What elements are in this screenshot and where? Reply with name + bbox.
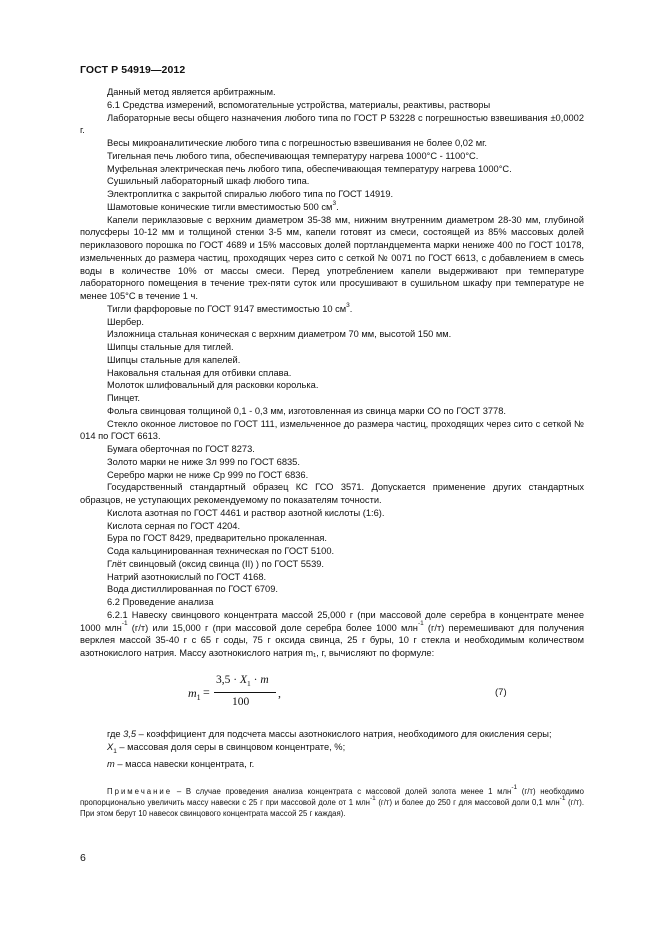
paragraph: Сода кальцинированная техническая по ГОСТ 5100.: [107, 546, 335, 556]
text: где: [107, 728, 124, 739]
formula-comma: ,: [278, 685, 281, 700]
text: (г/т) и более до 250 г для массовой доли 0,1 млн: [375, 797, 560, 807]
paragraph: Серебро марки не ниже Ср 999 по ГОСТ 6836.: [107, 469, 309, 480]
paragraph: Шербер.: [107, 316, 145, 327]
paragraph: Натрий азотнокислый по ГОСТ 4168.: [107, 571, 267, 582]
paragraph: Шипцы стальные для тиглей.: [107, 342, 234, 352]
text: .: [349, 303, 353, 314]
fraction-bar: [214, 692, 276, 693]
note: [80, 786, 584, 819]
subscript: 1: [113, 747, 117, 755]
paragraph: Вода дистиллированная по ГОСТ 6709.: [107, 584, 278, 595]
text: 3,5: [123, 728, 137, 739]
superscript: -1: [121, 620, 128, 628]
where-line: [80, 758, 584, 771]
formula-var: X: [107, 741, 114, 752]
text: – В случае проведения анализа концентрата с массовой долей золота менее 1 млн: [172, 786, 512, 796]
paragraph: Молоток шлифовальный для расковки королька.: [107, 380, 319, 391]
formula-var: X: [239, 673, 247, 686]
text: Шамотовые конические тигли вместимостью 500 см: [107, 201, 333, 212]
text: – коэффициент для подсчета массы азотнокислого натрия, необходимого для окисления серы;: [136, 728, 552, 739]
paragraph: Изложница стальная коническая с верхним диаметром 70 мм, высотой 150 мм.: [107, 329, 452, 340]
paragraph: Кислота азотная по ГОСТ 4461 и раствор азотной кислоты (1:6).: [107, 507, 385, 518]
paragraph: Шипцы стальные для капелей.: [107, 354, 241, 365]
formula-subscript: 1: [196, 692, 201, 702]
formula-text: ·: [250, 673, 261, 686]
superscript: -1: [369, 795, 376, 803]
paragraph: Бура по ГОСТ 8429, предварительно прокаленная.: [107, 533, 328, 544]
note-label: Примечание: [107, 786, 173, 796]
paragraph: [80, 609, 584, 660]
paragraph: Электроплитка с закрытой спиралью любого типа по ГОСТ 14919.: [107, 189, 394, 199]
text: – масса навески концентрата, г.: [114, 759, 255, 770]
formula-var: m: [260, 673, 269, 686]
text: – массовая доля серы в свинцовом концентрате, %;: [116, 741, 346, 752]
paragraph: Золото марки не ниже Зл 999 по ГОСТ 6835.: [107, 456, 300, 467]
text: (г/т). При этом берут 10 навесок свинцового концентрата массой 25 г каждая).: [80, 797, 584, 818]
paragraph: [80, 303, 584, 316]
paragraph: Фольга свинцовая толщиной 0,1 - 0,3 мм, изготовленная из свинца марки СО по ГОСТ 3778.: [107, 405, 506, 416]
paragraph: Весы микроаналитические любого типа с погрешностью взвешивания не более 0,02 мг.: [107, 138, 487, 148]
text: (г/т) перемешивают для получения верклея массой 35-40 г с 65 г соды, 75 г оксида свинца, 25 г буры, 10 г стекла и необходимым количеством азотнокислого натрия. Массу азотнокислого натрия m₁, г, вычисляют по формуле:: [80, 622, 585, 658]
paragraph: Лабораторные весы общего назначения любого типа по ГОСТ Р 53228 с погрешностью взвешивания ±0,0002 г.: [80, 112, 584, 136]
formula-equals: =: [203, 684, 210, 699]
paragraph: Данный метод является арбитражным.: [107, 87, 276, 97]
page-number: 6: [80, 852, 86, 864]
formula-var: m: [107, 759, 115, 770]
text: (г/т) или 15,000 г (при массовой доле серебра более 1000 млн: [127, 622, 418, 633]
paragraph: Муфельная электрическая печь любого типа, обеспечивающая температуру нагрева 1000°С.: [107, 163, 512, 174]
section-heading: 6.1 Средства измерений, вспомогательные устройства, материалы, реактивы, растворы: [107, 99, 491, 110]
document-body: [80, 86, 584, 819]
superscript: -1: [511, 784, 518, 792]
where-line: [80, 728, 584, 741]
formula-number: (7): [495, 686, 507, 698]
formula-lhs: [188, 687, 201, 705]
paragraph: Глёт свинцовый (оксид свинца (II) ) по ГОСТ 5539.: [107, 558, 325, 569]
superscript: 3: [332, 199, 337, 207]
superscript: -1: [559, 795, 566, 803]
paragraph: Сушильный лабораторный шкаф любого типа.: [107, 176, 310, 187]
document-header: ГОСТ Р 54919—2012: [80, 64, 186, 76]
paragraph: Государственный стандартный образец КС ГСО 3571. Допускается применение других стандартных образцов, не уступающих рекомендуемому по показателям точности.: [80, 482, 584, 505]
section-heading: 6.2 Проведение анализа: [107, 597, 214, 607]
where-line: [80, 741, 584, 759]
superscript: -1: [417, 620, 424, 628]
formula-subscript: 1: [247, 678, 251, 688]
paragraph: Кислота серная по ГОСТ 4204.: [107, 520, 241, 531]
text: .: [336, 201, 339, 212]
text: Тигли фарфоровые по ГОСТ 9147 вместимостью 10 см: [107, 303, 347, 314]
formula-numerator: [216, 674, 269, 691]
formula-var: m: [188, 685, 197, 700]
paragraph: [80, 201, 584, 214]
paragraph: Стекло оконное листовое по ГОСТ 111, измельченное до размера частиц, проходящих через сито с сеткой № 014 по ГОСТ 6613.: [80, 418, 584, 442]
superscript: 3: [346, 301, 350, 309]
paragraph: Тигельная печь любого типа, обеспечивающая температуру нагрева 1000°С - 1100°С.: [107, 150, 479, 161]
text: (г/т) необходимо пропорционально увеличить массу навески с 25 г при массовой доле от 1 млн: [80, 786, 585, 807]
text: 6.2.1 Навеску свинцового концентрата массой 25,000 г (при массовой доле серебра в концентрате менее 1000 млн: [80, 609, 584, 633]
paragraph: Бумага оберточная по ГОСТ 8273.: [107, 444, 255, 454]
paragraph: Капели периклазовые с верхним диаметром 35-38 мм, нижним внутренним диаметром 28-30 мм, глубиной полусферы 10-12 мм и толщиной стенки 3-5 мм, капели готовят из смеси, состоящей из 85% массовых долей периклазового порошка по ГОСТ 4689 и 15% массовых долей портландцемента марки нениже 400 по ГОСТ 10178, измельченных до размера частиц, проходящих через сито с сеткой № 0071 по ГОСТ 6613, с добавлением в смесь воды в количестве 10% от массы смеси. Перед употреблением капели выдерживают при температуре лабораторного помещения в течение трех-пяти суток или просушивают в сушильном шкафу при температуре не менее 105°С в течение 1 ч.: [80, 214, 584, 301]
formula-denominator: 100: [232, 695, 250, 708]
paragraph: Пинцет.: [107, 393, 140, 403]
formula-7: [80, 674, 584, 714]
paragraph: Наковальня стальная для отбивки сплава.: [107, 367, 292, 378]
formula-text: 3,5 ·: [216, 673, 240, 686]
